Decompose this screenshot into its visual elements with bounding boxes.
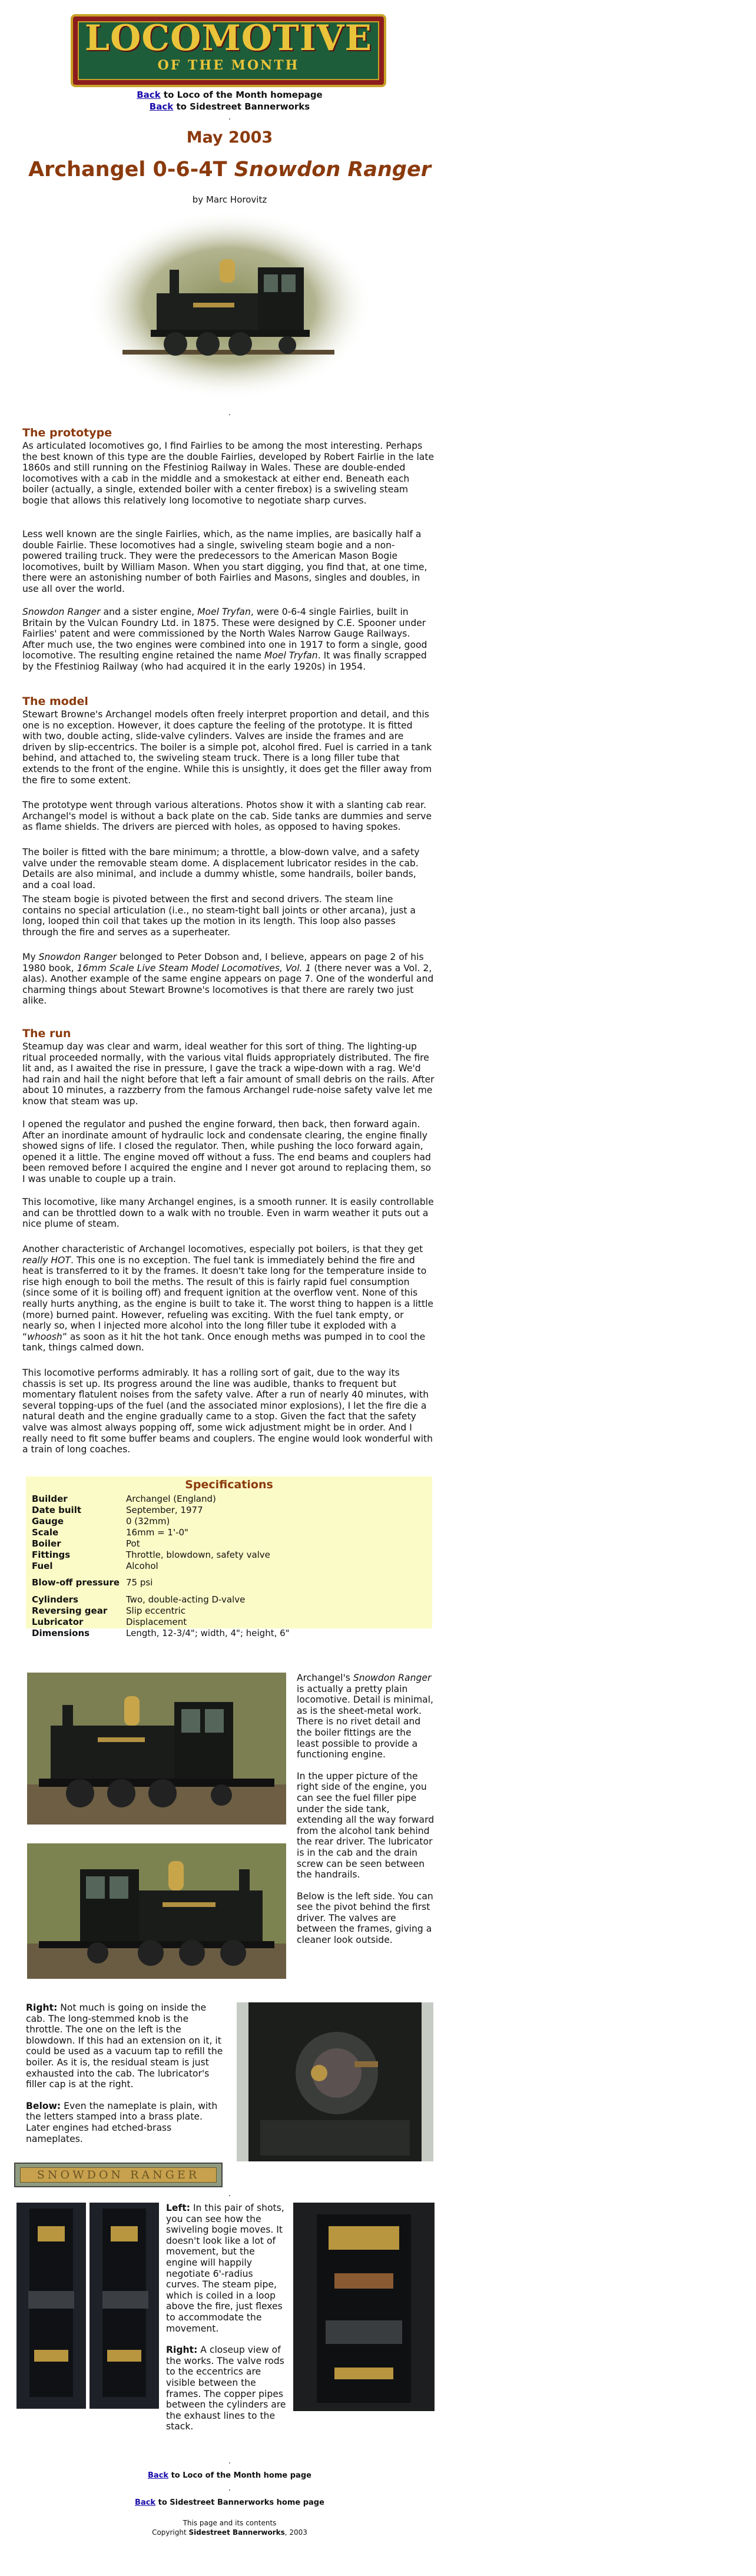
caption-lead: Below: [26, 2100, 61, 2111]
text-run: (there never was a Vol. 2, alas). Another example of the same engine appears on page 7. One of the wonderful and charming things about Stewart Browne's locomotives is that there are rarely two just alike. [22, 962, 434, 1006]
nav-link-text: to Sidestreet Bannerworks [173, 101, 310, 112]
model-paragraph-2 [22, 800, 435, 833]
specifications-grid [29, 1493, 292, 1638]
text-run: is actually a pretty plain locomotive. Detail is minimal, as is the sheet-metal work. There is no rivet detail and the boiler fittings are the least possible to provide a functioning engine. [297, 1683, 433, 1760]
copyright-line-1: This page and its contents [183, 2519, 277, 2527]
section-heading-run: The run [22, 1027, 71, 1040]
spec-value: 75 psi [126, 1577, 153, 1588]
hero-locomotive-image [87, 211, 372, 399]
nav-top-bannerworks [22, 101, 437, 112]
back-to-bannerworks-link[interactable]: Back [135, 2498, 156, 2507]
paragraph: This locomotive performs admirably. It has a rolling sort of gait, due to the way its chassis is set up. Its progress around the line was audible, thanks to frequent but momentary flatulent noises from the safety valve. After a run of nearly 40 minutes, with several topping-ups of the fuel (and the associated minor explosions), I let the fire die a natural death and the engine gradually came to a stop. Given the fact that the safety valve was almost always popping off, some wick adjustment might be in order. And I really need to fit some buffer beams and couplers. The engine would look wonderful with a train of long coaches. [22, 1368, 433, 1455]
locomotive-of-the-month-logo [71, 14, 386, 87]
caption-lead: Right: [166, 2345, 198, 2356]
copyright-holder: Sidestreet Bannerworks [188, 2528, 285, 2537]
paragraph: As articulated locomotives go, I find Fairlies to be among the most interesting. Perhaps the best known of this type are the double Fairlies, developed by Robert Fairlie in the late 1860s and still running on the Ffestiniog Railway in Wales. These are double-ended locomotives with a cab in the middle and a smokestack at either end. Beneath each boiler (actually, a single, extended boiler with a center firebox) is a swiveling steam bogie that allows this relatively long locomotive to negotiate sharp curves. [22, 441, 435, 506]
spec-key: Fittings [32, 1549, 71, 1560]
spec-key: Date built [32, 1504, 82, 1515]
nameplate-photo [14, 2163, 223, 2187]
paragraph [22, 952, 435, 1006]
text-run: Archangel's [297, 1673, 353, 1683]
section-heading-prototype: The prototype [22, 426, 112, 439]
run-paragraph-2 [22, 1119, 435, 1185]
paragraph [22, 607, 435, 673]
model-paragraph-4 [22, 894, 435, 938]
spec-value: Two, double-acting D-valve [126, 1594, 246, 1605]
italic-name: Snowdon Ranger [353, 1673, 432, 1683]
nav-link-text: to Loco of the Month homepage [160, 90, 323, 100]
cab-interior-photo [237, 2002, 433, 2161]
nav-link-text: to Loco of the Month home page [168, 2471, 311, 2480]
italic-emphasis: whoosh [27, 1331, 62, 1342]
text-run: , 2003 [284, 2528, 307, 2537]
spec-key: Fuel [32, 1560, 53, 1571]
nav-bottom-bannerworks [22, 2498, 437, 2508]
bogie-photo-2 [89, 2203, 159, 2409]
logo-subtitle: OF THE MONTH [157, 58, 300, 73]
separator-dot: . [228, 112, 231, 122]
run-paragraph-5 [22, 1368, 435, 1455]
spec-value: 16mm = 1'-0" [126, 1527, 188, 1538]
spec-value: Slip eccentric [126, 1605, 186, 1616]
bogie-captions [166, 2203, 286, 2432]
byline: by Marc Horovitz [192, 194, 267, 205]
caption-paragraph: In the upper picture of the right side of the engine, you can see the fuel filler pipe under the side tank, extending all the way forward from the alcohol tank behind the rear driver. The lubricator is in the cab and the drain screw can be seen between the handrails. [297, 1770, 435, 1880]
spec-key: Blow-off pressure [32, 1577, 120, 1588]
cab-caption [26, 2002, 226, 2144]
paragraph: This locomotive, like many Archangel engines, is a smooth runner. It is easily controllable and can be throttled down to a walk with no trouble. Even in warm weather it puts out a nice plume of steam. [22, 1197, 434, 1230]
run-paragraph-3 [22, 1197, 435, 1230]
back-to-loco-home-link[interactable]: Back [148, 2471, 169, 2480]
spec-key: Lubricator [32, 1616, 84, 1627]
bogie-photo-1 [16, 2203, 86, 2409]
spec-value: 0 (32mm) [126, 1515, 170, 1527]
spec-key: Scale [32, 1527, 59, 1538]
copyright-line-2 [22, 2528, 437, 2537]
spec-key: Cylinders [32, 1594, 78, 1605]
nav-link-text: to Sidestreet Bannerworks home page [155, 2498, 324, 2507]
issue-date: May 2003 [186, 128, 273, 147]
spec-value: Pot [126, 1538, 140, 1549]
paragraph: The boiler is fitted with the bare minimum; a throttle, a blow-down valve, and a safety valve under the removable steam dome. A displacement lubricator resides in the cab. Details are also minimal, and include a dummy whistle, some handrails, boiler bands, and a coal load. [22, 847, 420, 890]
model-paragraph-5 [22, 952, 435, 1006]
prototype-paragraph-2 [22, 529, 435, 595]
back-to-bannerworks-link[interactable]: Back [149, 101, 174, 112]
text-run: Even the nameplate is plain, with the letters stamped into a brass plate. Later engines had etched-brass nameplates. [26, 2100, 218, 2144]
nav-bottom-loco-home [22, 2471, 437, 2481]
page-title [22, 158, 437, 181]
text-run: A closeup view of the works. The valve rods to the eccentrics are visible between the frames. The copper pipes between the cylinders are the exhaust lines to the stack. [166, 2345, 286, 2432]
text-run: Not much is going on inside the cab. The long-stemmed knob is the throttle. The one on the left is the blowdown. If this had an extension on it, it could be used as a vacuum tap to refill the boiler. As it is, the residual steam is just exhausted into the cab. The lubricator's filler cap is at the right. [26, 2002, 223, 2090]
text-run: . It was finally scrapped by the Ffestiniog Railway (who had acquired it in the early 1920s) in 1954. [22, 650, 427, 672]
text-run: . This one is no exception. The fuel tank is immediately behind the fire and heat is transferred to it by the frames. It doesn't take long for the temperature inside to rise high enough to boil the meths. The result of this is fairly rapid fuel consumption (since some of it is boiling off) and frequent ignition at the overflow vent. None of this really hurts anything, as the engine is built to take it. The worst thing to happen is a little (more) burned paint. However, refueling was exciting. With the fuel tank empty, or nearly so, when I injected more alcohol into the long filler tube it exploded with a “ [22, 1254, 434, 1342]
paragraph [22, 1244, 435, 1353]
prototype-paragraph-1 [22, 441, 435, 506]
spec-value: Archangel (England) [126, 1493, 216, 1504]
caption-paragraph: Below is the left side. You can see the pivot behind the first driver. The valves are between the frames, giving a cleaner look outside. [297, 1890, 433, 1946]
paragraph: I opened the regulator and pushed the engine forward, then back, then forward again. After an inordinate amount of hydraulic lock and condensate clearing, the engine finally showed signs of life. I closed the regulator. Then, while pushing the loco forward again, opened it a little. The engine moved off without a fuss. The end beams and couplers had been removed before I acquired the engine and I never got around to replacing them, so I was unable to couple up a train. [22, 1119, 432, 1184]
text-run: Another characteristic of Archangel locomotives, especially pot boilers, is that they get [22, 1244, 423, 1254]
caption-lead: Left: [166, 2203, 190, 2213]
spec-key: Reversing gear [32, 1605, 108, 1616]
title-main: Archangel 0-6-4T [28, 158, 234, 181]
caption-paragraph [297, 1673, 435, 1760]
italic-emphasis: really HOT [22, 1254, 71, 1266]
text-run: Copyright [152, 2528, 189, 2537]
spec-value: Throttle, blowdown, safety valve [126, 1549, 270, 1560]
spec-value: Alcohol [126, 1560, 158, 1571]
caption-paragraph [166, 2203, 286, 2334]
caption-paragraph [26, 2002, 226, 2090]
text-run: and a sister engine, [100, 607, 198, 617]
section-heading-model: The model [22, 695, 88, 708]
specifications-table [26, 1476, 432, 1638]
italic-name: Snowdon Ranger [38, 952, 117, 962]
run-paragraph-1 [22, 1041, 435, 1107]
italic-name: Moel Tryfan [264, 650, 318, 661]
specifications-title: Specifications [185, 1478, 273, 1491]
paragraph: Steamup day was clear and warm, ideal weather for this sort of thing. The lighting-up ritual proceeded normally, with the various vital fluids appropriately distributed. The fire lit and, as I awaited the rise in pressure, I gave the track a wipe-down with a rag. We'd had rain and hail the night before that left a fair amount of small debris on the rails. After about 10 minutes, a razzberry from the famous Archangel rude-noise safety valve let me know that steam was up. [22, 1041, 435, 1107]
works-closeup-photo [293, 2203, 435, 2411]
caption-paragraph [26, 2101, 226, 2144]
text-run: ” as soon as it hit the hot tank. Once enough meths was pumped in to cool the tank, things calmed down. [22, 1331, 426, 1353]
italic-title: 16mm Scale Live Steam Model Locomotives, Vol. 1 [77, 962, 311, 974]
italic-name: Snowdon Ranger [22, 607, 101, 617]
logo-title: LOCOMOTIVE [84, 18, 373, 59]
separator-dot: . [228, 2189, 231, 2198]
separator-dot: . [228, 408, 231, 418]
title-italic: Snowdon Ranger [234, 158, 431, 181]
spec-key: Dimensions [32, 1627, 90, 1638]
text-run: belonged to Peter Dobson and, I believe, appears on page 2 of his 1980 book, [22, 952, 424, 974]
right-side-locomotive-photo [27, 1673, 286, 1825]
text-run: In this pair of shots, you can see how the swiveling bogie moves. It doesn't look like a lot of movement, but the engine will happily negotiate 6'-radius curves. The steam pipe, which is coiled in a loop above the fire, just flexes to accommodate the movement. [166, 2203, 284, 2334]
text-run: My [22, 952, 39, 962]
paragraph: Stewart Browne's Archangel models often freely interpret proportion and detail, and this one is no exception. However, it does capture the feeling of the prototype. It is fitted with two, double acting, slide-valve cylinders. Valves are inside the frames and are driven by slip-eccentrics. The boiler is a simple pot, alcohol fired. Fuel is carried in a tank behind, and attached to, the swiveling steam truck. There is a long filler tube that extends to the front of the engine. While this is unsightly, it does get the filler away from the fire to some extent. [22, 709, 432, 786]
paragraph: The steam bogie is pivoted between the first and second drivers. The steam line contains no special articulation (i.e., no steam-tight ball joints or other arcana), just a long, looped thin coil that takes up the motion in its length. This loop also passes through the fire and serves as a superheater. [22, 894, 416, 938]
run-paragraph-4 [22, 1244, 435, 1353]
italic-name: Moel Tryfan [197, 607, 251, 617]
spec-value: September, 1977 [126, 1504, 203, 1515]
left-side-locomotive-photo [27, 1843, 286, 1979]
text-run: , were 0-6-4 single Fairlies, built in Britain by the Vulcan Foundry Ltd. in 1875. These were designed by C.E. Spooner under Fairlies' patent and were commissioned by the North Wales Narrow Gauge Railways. After much use, the two engines were combined into one in 1917 to form a single, good locomotive. The resulting engine retained the name [22, 607, 427, 661]
model-paragraph-1 [22, 709, 435, 786]
spec-key: Boiler [32, 1538, 61, 1549]
caption-lead: Right: [26, 2002, 58, 2013]
separator-dot: . [228, 2484, 231, 2493]
nav-top-loco-home [22, 90, 437, 100]
nameplate-letters: SNOWDON RANGER [20, 2167, 217, 2183]
caption-paragraph [166, 2345, 286, 2432]
paragraph: Less well known are the single Fairlies, which, as the name implies, are basically half a double Fairlie. These locomotives had a single, swiveling steam bogie and a non-powered trailing truck. They were the predecessors to the American Mason Bogie locomotives, built by William Mason. When you start digging, you find that, at one time, there were an astonishing number of both Fairlies and Masons, singles and doubles, in use all over the world. [22, 529, 427, 594]
photo-captions-right-column [297, 1673, 435, 1946]
paragraph: The prototype went through various alterations. Photos show it with a slanting cab rear. Archangel's model is without a back plate on the cab. Side tanks are dummies and serve as flame shields. The drivers are pierced with holes, as opposed to having spokes. [22, 800, 432, 833]
spec-value: Length, 12-3/4"; width, 4"; height, 6" [126, 1627, 290, 1638]
spec-key: Builder [32, 1493, 68, 1504]
separator-dot: . [228, 2456, 231, 2466]
model-paragraph-3 [22, 847, 435, 890]
back-to-loco-home-link[interactable]: Back [137, 90, 161, 100]
prototype-paragraph-3 [22, 607, 435, 673]
spec-key: Gauge [32, 1515, 64, 1527]
spec-value: Displacement [126, 1616, 187, 1627]
